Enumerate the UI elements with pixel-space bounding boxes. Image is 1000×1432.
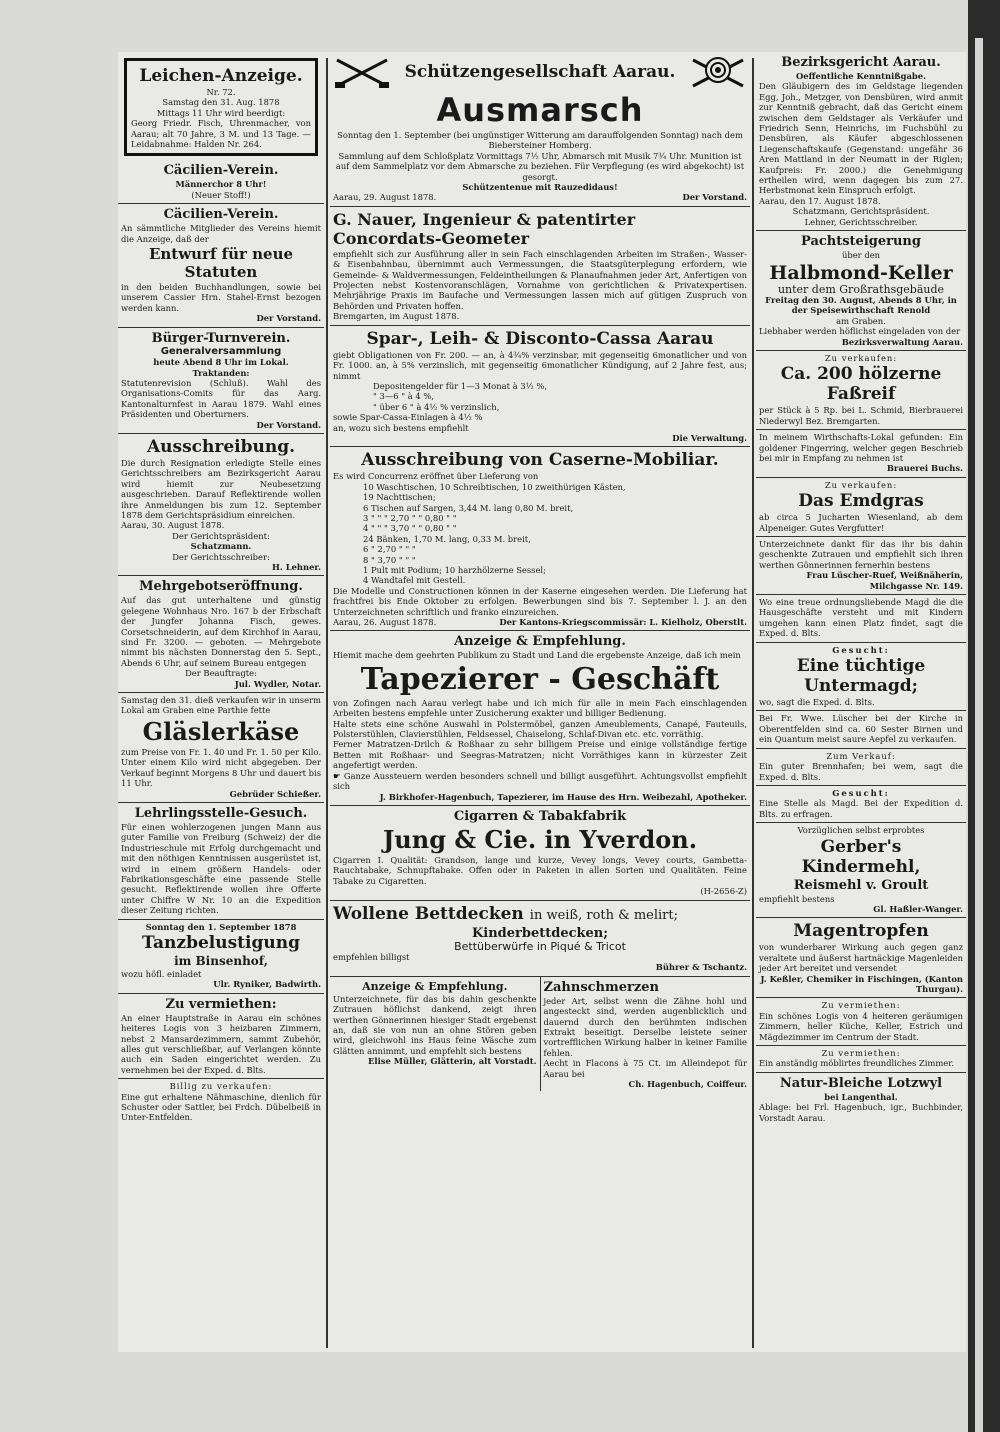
ad-headline: Tapezierer - Geschäft (360, 661, 720, 697)
ad-body: von Zofingen nach Aarau verlegt habe und ich mich für alle in mein Fach einschlagenden Arbeiten bestens empfehle unter Zusicherung exakter und billiger Bedienung. (333, 697, 747, 719)
ad-body: Unterzeichnete, für das bis dahin geschenkte Zutrauen höflichst dankend, zeigt ihren werthen Gönnerinnen hiesiger Stadt ergebenst an, daß sie von nun an ohne Stören geben wird, gleichwohl ins Haus feine Wäsche zum Glätten annimmt, und empfehlt sich bestens (333, 993, 537, 1056)
ad-body: Die Modelle und Constructionen können in der Kaserne eingesehen werden. Die Lieferung hat frachtfrei bis Ende Oktober zu erfolgen. Bewerbungen sind bis 7. September l. J. an den Unterzeichneten schriftlich und franko einzureichen. (333, 585, 747, 617)
ad-signature: Der Gerichtsschreiber: (172, 551, 270, 562)
ad-signature: Gebrüder Schießer. (229, 788, 321, 799)
ad-title: Spar-, Leih- & Disconto-Cassa Aarau (366, 328, 714, 349)
ad-billig (118, 1079, 324, 1126)
ad-line: unter dem Großrathsgebäude (777, 282, 945, 296)
ad-body: Eine gut erhaltene Nähmaschine, dienlich für Schuster oder Sattler, bei Frdch. Dübelbeiß in Unter-Entfelden. (121, 1091, 321, 1123)
ad-footer (333, 617, 747, 627)
scan-edge-strip (968, 0, 1000, 1432)
ad-title: Zu verkaufen: (824, 352, 898, 363)
crossed-rifles-icon (333, 54, 391, 90)
ad-title: Zahnschmerzen (543, 979, 659, 995)
ad-bettdecken (330, 901, 750, 977)
ad-nauer (330, 207, 750, 326)
ad-title: Cäcilien-Verein. (163, 207, 279, 223)
ad-body: Wo eine treue ordnungsliebende Magd die die Hausgeschäfte versteht und mit Kindern umgehen kann einen Platz findet, sagt die Exped. d. Blts. (759, 597, 963, 639)
ad-body: Halte stets eine schöne Auswahl in Polstermöbel, ganzen Ameublements, Canapé, Fauteuils, Polsterstühlen, Clavierstühlen, Feldsessel, Chaiselong, Schlaf-Divan etc. etc. vorräthig. (333, 718, 747, 740)
ad-body: Auf das gut unterhaltene und günstig gelegene Wohnhaus Nro. 167 b der Erbschaft der Jungfer Johanna Fisch, gewes. Corsetschneiderin, auf dem Kirchhof in Aarau, sind Fr. 3200. — geboten. — Mehrgebote nimmt bis nächsten Donnerstag den 5. Sept., Abends 6 Uhr, auf seinem Bureau entgegen (121, 595, 321, 668)
ad-cigarren (330, 806, 750, 901)
ad-signature: Lehner, Gerichtsschreiber. (804, 216, 918, 227)
ad-title: Zum Verkauf: (826, 750, 896, 761)
ad-subtitle: in weiß, roth & melirt; (529, 907, 678, 923)
ad-title: Ausschreibung. (146, 436, 296, 457)
ad-brauerei (756, 430, 966, 478)
item-line: 6 Tischen auf Sargen, 3,44 M. lang 0,80 M. breit, (363, 502, 574, 513)
ad-body: empfehlen billigst (333, 951, 410, 962)
ad-body: Es wird Concurrenz eröffnet über Lieferung von (333, 471, 539, 482)
item-line: 3 " " " 2,70 " " 0,80 " " (363, 512, 457, 523)
ad-line: Freitag den 30. August, Abends 8 Uhr, in der Speisewirthschaft Renold (765, 294, 957, 316)
ad-title: Ausschreibung von Caserne-Mobiliar. (361, 450, 719, 471)
ad-code: (H-2656-Z) (700, 886, 747, 897)
item-line: 1 Pult mit Podium; 10 harzhölzerne Sessel; (363, 565, 546, 575)
ad-headline: Eine tüchtige Untermagd; (796, 656, 926, 697)
ad-body: Die durch Resignation erledigte Stelle eines Gerichtsschreibers am Bezirksgericht Aarau wird hiemit zur Neubesetzung ausgeschrieben. Darauf Reflektirende wollen ihre Anmeldungen bis zum 12. September 1878 dem Gerichtspräsidium einreichen. (121, 457, 321, 520)
ad-headline: Tanzbelustigung (142, 932, 300, 953)
ad-line: Sonntag den 1. September 1878 (145, 921, 297, 932)
column-middle (330, 52, 750, 1091)
target-icon (689, 54, 747, 90)
ad-subtitle: bei Langenthal. (824, 1091, 898, 1102)
ad-title: Cäcilien-Verein. (163, 163, 279, 179)
ad-caecilien-1 (118, 160, 324, 204)
ad-body: in den beiden Buchhandlungen, sowie bei unserem Cassier Hrn. Stahel-Ernst bezogen werden kann. (121, 282, 321, 313)
ad-mehrgebot (118, 576, 324, 693)
ad-pacht (756, 231, 966, 351)
ad-body: Eine Stelle als Magd. Bei der Expedition d. Blts. zu erfragen. (759, 798, 963, 819)
ad-body: wozu höfl. einladet (121, 968, 202, 979)
ad-anzeige-2 (330, 977, 540, 1092)
ad-tapezierer (330, 631, 750, 805)
ad-spar (330, 326, 750, 448)
ad-title: Anzeige & Empfehlung. (362, 979, 508, 993)
ad-title: Zu vermiethen: (821, 1000, 901, 1011)
ad-title: Mehrgebotseröffnung. (139, 579, 303, 595)
ad-signature: J. Birkhofer-Hagenbuch, Tapezierer, im Hause des Hrn. Weibezahl, Apotheker. (379, 791, 747, 802)
ad-lehrling (118, 803, 324, 920)
ad-body: Sammlung auf dem Schloßplatz Vormittags 7½ Uhr, Abmarsch mit Musik 7¾ Uhr. Munition ist auf dem Sammelplatz vor dem Abmarsche zu beziehen. Für Verpflegung (es wird abgekocht) ist gesorgt. (335, 150, 745, 182)
death-notice-number: Nr. 72. (206, 87, 236, 97)
ad-untermagd (756, 643, 966, 712)
ad-body: An einer Hauptstraße in Aarau ein schönes heiteres Logis von 3 heizbaren Zimmern, nebst 2 Mansardezimmern, sammt Zubehör, alles gut verschließbar, auf Verlangen könnte auch ein Saden eingerichtet werden. Zu vernehmen bei der Exped. d. Blts. (121, 1012, 321, 1075)
ad-line: heute Abend 8 Uhr im Lokal. (153, 357, 289, 368)
ad-gesucht-2 (756, 786, 966, 823)
ad-title: Schützengesellschaft Aarau. (404, 62, 676, 82)
schuetzen-header (333, 54, 747, 90)
ad-body: Bei Fr. Wwe. Lüscher bei der Kirche in Oberentfelden sind ca. 60 Sester Birnen und ein Quantum meist saure Aepfel zu verkaufen. (759, 713, 963, 745)
ad-footer (333, 192, 747, 202)
ad-line: über den (841, 250, 881, 261)
ad-title: Gesucht: (832, 787, 890, 798)
ad-headline: Ca. 200 hölzerne Faßreif (780, 364, 942, 405)
ad-headline: Ausmarsch (436, 91, 644, 129)
ad-title: Gesucht: (832, 644, 890, 655)
ad-body: In meinem Wirthschafts-Lokal gefunden: Ein goldener Fingerring, welcher gegen Beschrieb bei mir in Empfang zu nehmen ist (759, 432, 963, 463)
ad-headline: Gerber's Kindermehl, (801, 836, 921, 877)
death-notice-body: Georg Friedr. Fisch, Uhrenmacher, von Aarau; alt 70 Jahre, 3 M. und 13 Tage. — Leidabnahme: Halden Nr. 264. (131, 118, 311, 150)
ad-body: Sonntag den 1. September (bei ungünstiger Witterung am darauffolgenden Sonntag) nach dem Biebersteiner Homberg. (337, 130, 743, 151)
ad-signature: Frau Lüscher-Ruef, Weißnäherin, Milchgasse Nr. 149. (806, 570, 963, 591)
column-rule (326, 58, 328, 1348)
ad-title: Zu vermiethen: (165, 996, 277, 1012)
rate-line: an, wozu sich bestens empfiehlt (333, 422, 469, 433)
ad-kindermehl (756, 823, 966, 918)
item-line: 4 " " " 3,70 " " 0,80 " " (363, 523, 457, 534)
ad-signature: J. Keßler, Chemiker in Fischingen, (Kanton Thurgau). (760, 973, 963, 994)
scan-edge-highlight (975, 38, 983, 1432)
ad-title: Lehrlingsstelle-Gesuch. (134, 805, 308, 821)
ad-signature: Schatzmann, Gerichtspräsident. (792, 206, 930, 217)
rate-line: " über 6 " à 4½ % verzinslich, (373, 401, 500, 412)
ad-title: Zu vermiethen: (821, 1048, 901, 1058)
rate-line: " 3—6 " à 4 %, (373, 391, 434, 402)
ad-caecilien-2 (118, 204, 324, 327)
ad-body: An sämmtliche Mitglieder des Vereins hiemit die Anzeige, daß der (121, 223, 321, 244)
ad-body: Für einen wohlerzogenen jungen Mann aus guter Familie von Freiburg (Schweiz) der die Industrieschule mit Erfolg durchgemacht und mit den nöthigen Kenntnissen ausgerüstet ist, wird in einem größern Handels- oder Fabrikationsgeschäfte eine passende Stelle gesucht. Reflektirende wollen ihre Offerte unter Chiffre W Nr. 10 an die Expedition dieser Zeitung richten. (121, 821, 321, 916)
ad-vermieten (118, 994, 324, 1079)
ad-magd (756, 595, 966, 643)
ad-headline: Das Emdgras (798, 491, 924, 512)
ad-subtitle: Oeffentliche Kenntnißgabe. (795, 71, 927, 81)
ad-signature: Ch. Hagenbuch, Coiffeur. (628, 1079, 747, 1089)
death-notice (124, 58, 318, 156)
item-list (333, 482, 747, 586)
ad-fassreif (756, 351, 966, 430)
ad-signature: Die Verwaltung. (672, 432, 747, 443)
column-right (756, 52, 966, 1126)
ad-headline: Gläslerkäse (142, 716, 300, 746)
item-line: 10 Waschtischen, 10 Schreibtischen, 10 zweithürigen Kästen, (363, 481, 626, 492)
ad-signature: Der Vorstand. (682, 192, 747, 203)
ad-body: zum Preise von Fr. 1. 40 und Fr. 1. 50 per Kilo. Unter einem Kilo wird nicht abgegeben. Der Verkauf beginnt Morgens 8 Uhr und dauert bis 11 Uhr. (121, 746, 321, 789)
ad-body: Aecht in Flacons à 75 Ct. im Alleindepot für Aarau bei (543, 1058, 747, 1079)
ad-body: Unterzeichnete dankt für das ihr bis dahin geschenkte Zutrauen und empfiehlt sich ihren werthen Gönnerinnen fernerhin bestens (759, 539, 963, 570)
newspaper-page (118, 52, 966, 1352)
ad-signature: Gl. Haßler-Wanger. (873, 903, 963, 914)
ad-line: Traktanden: (192, 367, 250, 378)
ad-body: jeder Art, selbst wenn die Zähne hohl und angesteckt sind, werden augenblicklich und dauernd durch den berühmten indischen Extrakt beseitigt. Derselbe leistete seiner vortrefflichen Wirkung halber in keiner Familie fehlen. (543, 995, 747, 1058)
ad-signature: Ulr. Ryniker, Badwirth. (213, 979, 321, 990)
item-line: 24 Bänken, 1,70 M. lang, 0,33 M. breit, (363, 533, 531, 544)
ad-brennhafen (756, 749, 966, 786)
ad-signature: Brauerei Buchs. (886, 463, 963, 474)
ad-date: Aarau, 26. August 1878. (333, 617, 437, 628)
ad-title: Bezirksgericht Aarau. (781, 55, 941, 70)
ad-zimmer (756, 1046, 966, 1073)
ad-title: Cigarren & Tabakfabrik (453, 808, 627, 824)
ad-date: Aarau, 30. August 1878. (121, 520, 225, 531)
ad-line: Schützentenue mit Rauzedidaus! (462, 182, 618, 193)
ad-body: giebt Obligationen von Fr. 200. — an, à 4¾% verzinsbar, mit gegenseitig 6monatlicher und von Fr. 1000. an, à 5% verzinslich, mit gegenseitig 6monatlicher Kündigung, auf 2 Jahre fest, aus; nimmt (333, 349, 747, 381)
ad-date: Aarau, den 17. August 1878. (759, 195, 881, 206)
ad-bezirksgericht (756, 52, 966, 231)
ad-body: Ferner Matratzen-Drilch & Roßhaar zu sehr billigem Preise und einige vollständige fertige Betten mit Roßhaar- und Seegras-Matratzen; nicht Vorräthiges kann in kürzester Zeit angefertigt werden. (333, 739, 747, 771)
ad-body: Statutenrevision (Schluß). Wahl des Organisations-Comits für das Aarg. Kantonalturnfest in Aarau 1879. Wahl eines Präsidenten und Oberturners. (121, 377, 321, 420)
ad-subtitle: Generalversammlung (160, 345, 282, 357)
ad-title: Bürger-Turnverein. (151, 330, 291, 346)
ad-body: per Stück à 5 Rp. bei L. Schmid, Bierbrauerei Niederwyl Bez. Bremgarten. (759, 405, 963, 426)
ad-headline: Wollene Bettdecken (333, 903, 524, 924)
ad-line: Vorzüglichen selbst erprobtes (797, 825, 925, 836)
ad-turnverein (118, 328, 324, 434)
ad-kaese (118, 693, 324, 803)
item-line: 6 " 2,70 " " " (363, 544, 416, 555)
ad-title: Anzeige & Empfehlung. (454, 634, 626, 650)
ad-date: Bremgarten, im August 1878. (333, 311, 460, 322)
ad-signature: Der Beauftragte: (185, 668, 257, 679)
ad-headline: Entwurf für neue Statuten (148, 245, 294, 282)
ad-line: am Graben. (836, 315, 886, 326)
ad-body: Hiemit mache dem geehrten Publikum zu Stadt und Land die ergebenste Anzeige, daß ich mein (333, 650, 741, 661)
ad-headline: Halbmond-Keller (769, 261, 953, 284)
ad-body: ab circa 5 Jucharten Wiesenland, ab dem Alpeneiger. Gutes Vergfutter! (759, 512, 963, 533)
ad-signature: Elise Müller, Glätterin, alt Vorstadt. (368, 1056, 537, 1067)
rate-line: Depositengelder für 1—3 Monat à 3½ %, (373, 380, 548, 391)
bettdecken-header (333, 903, 747, 925)
column-rule (752, 58, 754, 1348)
ad-headline: Kinderbettdecken; (471, 925, 609, 941)
ad-headline: Reismehl v. Groult (793, 877, 929, 893)
ad-body: von wunderbarer Wirkung auch gegen ganz veraltete und äußerst hartnäckige Magenleiden jeder Art bereitet und versendet (759, 942, 963, 974)
ad-body: Ein schönes Logis von 4 heiteren geräumigen Zimmern, heller Küche, Keller, Estrich und Mägdezimmer im Centrum der Stadt. (759, 1010, 963, 1042)
ad-schuetzen (330, 52, 750, 207)
item-line: 8 " 3,70 " " " (363, 554, 416, 565)
ad-line: Männerchor 8 Uhr! (175, 179, 267, 190)
ad-signature: Der Vorstand. (256, 419, 321, 430)
ad-body: Liebhaber werden höflichst eingeladen von der (759, 326, 961, 337)
ad-bleiche (756, 1073, 966, 1126)
ad-signature: Bührer & Tschantz. (655, 962, 747, 973)
ad-emdgras (756, 478, 966, 537)
ad-signature: Jul. Wydler, Notar. (234, 678, 321, 689)
ad-zahnschmerzen (540, 977, 751, 1092)
ad-headline: Magentropfen (793, 921, 929, 942)
ad-body: Samstag den 31. dieß verkaufen wir in unserm Lokal am Graben eine Parthie fette (121, 695, 321, 716)
ad-body: Cigarren I. Qualität: Grandson, lange und kurze, Vevey longs, Vevey courts, Gambetta-Rauchtabake, Schnupftabake. Offen oder in Paketen in allen Sorten und Qualitäten. Feine Tabake zu Cigaretten. (333, 854, 747, 886)
ad-title: G. Nauer, Ingenieur & patentirter Concordats-Geometer (333, 209, 636, 248)
death-notice-date: Samstag den 31. Aug. 1878 (162, 97, 280, 108)
ad-split-row (330, 977, 750, 1092)
ad-date: Aarau, 29. August 1878. (333, 192, 437, 203)
death-notice-time: Mittags 11 Uhr wird beerdigt: (156, 107, 286, 118)
ad-title: Billig zu verkaufen: (169, 1081, 273, 1092)
ad-title: Zu verkaufen: (824, 479, 898, 490)
item-line: 4 Wandtafel mit Gestell. (363, 575, 466, 586)
ad-birnen (756, 711, 966, 748)
ad-body: Ablage: bei Frl. Hagenbuch, igr., Buchbinder, Vorstadt Aarau. (759, 1102, 963, 1123)
ad-signature: Schatzmann. (190, 541, 252, 552)
ad-tanz (118, 920, 324, 994)
ad-signature: Bezirksverwaltung Aarau. (841, 336, 963, 347)
ad-logis (756, 998, 966, 1046)
ad-body: empfiehlt sich zur Ausführung aller in sein Fach einschlagenden Arbeiten im Straßen-, Wasser- & Eisenbahnbau, übernimmt auch Vermessungen, die Staatsgüterplegung erfordern, wie Gemeinde- & Waldvermessungen, Feldeintheilungen & Planaufnahmen jeder Art, Anfertigen von Projecten nebst Kostenvoranschlägen, Vornahme von gerichtlichen & Privatexpertisen. Mehrjährige Praxis im Baufache und Vermessungen lassen mich auf gütigen Zuspruch von Behörden und Privaten hoffen. (333, 248, 747, 311)
ad-line: (Neuer Stoff!) (191, 189, 251, 200)
ad-body: empfiehlt bestens (759, 893, 835, 904)
death-notice-title: Leichen-Anzeige. (139, 66, 303, 86)
item-line: 19 Nachttischen; (363, 492, 436, 503)
ad-body: Den Gläubigern des im Geldstage liegenden Egg, Joh., Metzger, von Densbüren, wird anmit zur Kenntniß gebracht, daß das Gericht einem zwischen dem Geldstager als Verkäufer und Friedrich Senn, Heinrichs, im Fuchsbühl zu Densbüren, als Käufer abgeschlossenen Liegenschaftskaufe (Gegenstand: ungefähr 36 Aren Mattland in der Neumatt in der Riglen; Kaufpreis: Fr. 2000.) die Genehmigung ertheilen wird, wenn dagegen bis zum 27. Herbstmonat kein Einspruch erfolgt. (759, 81, 963, 196)
ad-title: Pachtsteigerung (801, 234, 921, 250)
column-left (118, 52, 324, 1126)
ad-ausschreibung (118, 434, 324, 576)
ad-signature: Der Gerichtspräsident: (172, 530, 270, 541)
ad-body: ☛ Ganze Aussteuern werden besonders schnell und billigt ausgeführt. Achtungsvollst empfiehlt sich (333, 770, 747, 792)
ad-signature: Der Kantons-Kriegscommissär: L. Kielholz, Oberstlt. (499, 617, 747, 628)
rate-line: sowie Spar-Cassa-Einlagen à 4½ % (333, 412, 483, 423)
ad-body: Ein guter Brennhafen; bei wem, sagt die Exped. d. Blts. (759, 761, 963, 782)
ad-signature: H. Lehner. (271, 562, 321, 572)
ad-headline: Natur-Bleiche Lotzwyl (779, 1075, 943, 1091)
ad-magentropfen (756, 918, 966, 998)
ad-signature: Der Vorstand. (256, 313, 321, 324)
ad-dank (756, 537, 966, 595)
ad-body: Ein anständig möblirtes freundliches Zimmer. (759, 1058, 954, 1069)
ad-line: Bettüberwürfe in Piqué & Tricot (454, 939, 626, 953)
ad-body: wo, sagt die Exped. d. Blts. (759, 697, 875, 708)
ad-caserne (330, 447, 750, 631)
ad-headline: Jung & Cie. in Yverdon. (382, 824, 698, 854)
ad-subtitle: im Binsenhof, (174, 953, 268, 968)
